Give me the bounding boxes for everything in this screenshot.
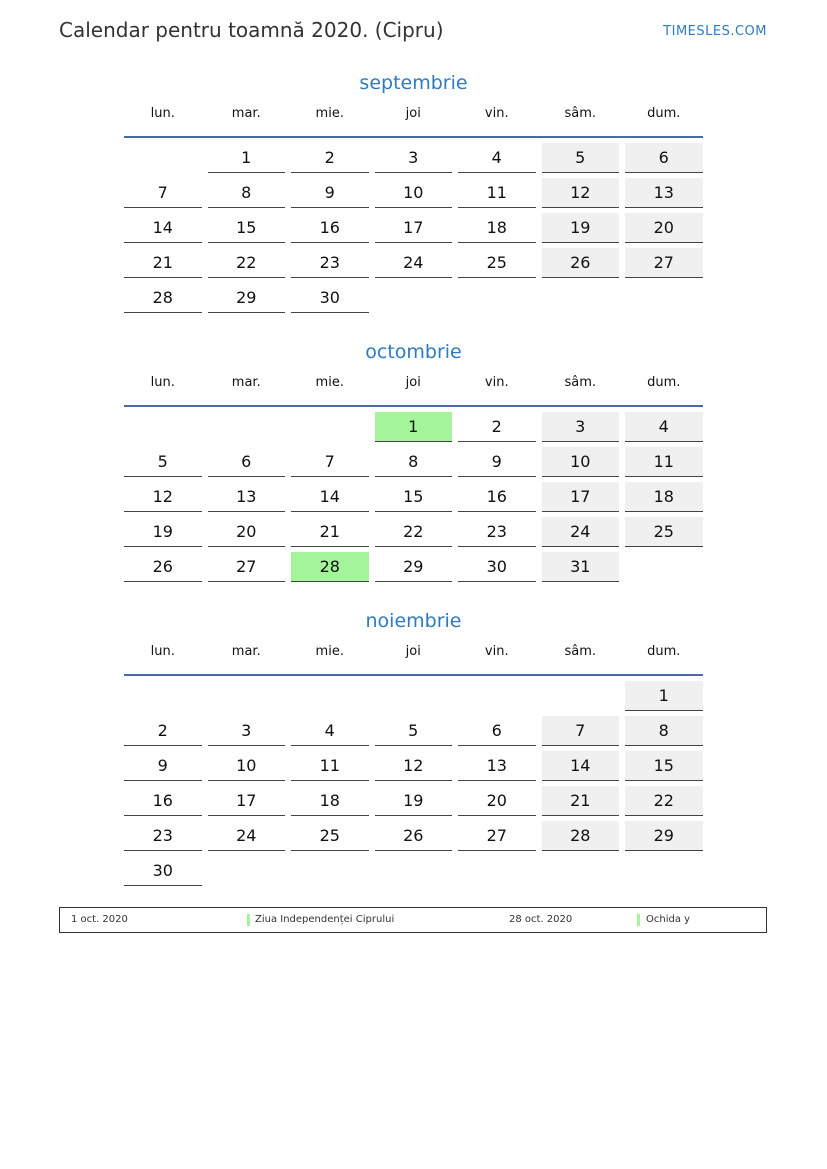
site-link[interactable]: TIMESLES.COM — [663, 24, 767, 39]
weekday-label: lun. — [150, 106, 175, 121]
day-cell: 7 — [542, 716, 620, 746]
day-cell: 19 — [375, 786, 453, 816]
day-cell: 15 — [375, 482, 453, 512]
month-title: octombrie — [365, 341, 462, 363]
holiday-legend — [59, 907, 767, 933]
day-cell: 30 — [124, 856, 202, 886]
day-grid — [124, 143, 703, 313]
day-cell: 10 — [375, 178, 453, 208]
day-cell: 16 — [291, 213, 369, 243]
month-septembrie — [124, 70, 703, 313]
day-cell: 11 — [625, 447, 703, 477]
legend-date-2: 28 oct. 2020 — [509, 914, 573, 925]
day-cell: 5 — [542, 143, 620, 173]
weekday-label: joi — [405, 106, 421, 121]
day-cell: 11 — [458, 178, 536, 208]
weekday-header — [124, 102, 703, 138]
empty-cell — [124, 412, 202, 442]
day-cell: 13 — [208, 482, 286, 512]
weekday-label: sâm. — [564, 106, 597, 121]
empty-cell — [208, 412, 286, 442]
legend-name-2: Ochida y — [646, 914, 691, 925]
day-cell: 2 — [124, 716, 202, 746]
day-cell: 12 — [375, 751, 453, 781]
day-cell: 1 — [208, 143, 286, 173]
day-cell: 14 — [542, 751, 620, 781]
day-cell: 15 — [208, 213, 286, 243]
day-cell: 4 — [291, 716, 369, 746]
month-title: noiembrie — [365, 610, 462, 632]
day-cell: 21 — [291, 517, 369, 547]
day-cell: 31 — [542, 552, 620, 582]
day-cell: 18 — [291, 786, 369, 816]
day-cell: 24 — [208, 821, 286, 851]
empty-cell — [124, 681, 202, 711]
month-noiembrie — [124, 608, 703, 886]
weekday-label: joi — [405, 375, 421, 390]
empty-cell — [458, 681, 536, 711]
day-cell: 12 — [124, 482, 202, 512]
day-cell: 10 — [208, 751, 286, 781]
day-cell: 12 — [542, 178, 620, 208]
day-cell: 22 — [208, 248, 286, 278]
legend-name-1: Ziua Independenței Ciprului — [255, 914, 395, 925]
weekday-label: vin. — [484, 375, 509, 390]
legend-date-1: 1 oct. 2020 — [71, 914, 128, 925]
weekday-label: dum. — [647, 106, 681, 121]
day-cell: 5 — [375, 716, 453, 746]
day-cell: 25 — [458, 248, 536, 278]
day-cell: 10 — [542, 447, 620, 477]
day-cell: 20 — [625, 213, 703, 243]
day-cell: 26 — [542, 248, 620, 278]
weekday-label: vin. — [484, 106, 509, 121]
day-cell: 21 — [542, 786, 620, 816]
day-cell: 6 — [208, 447, 286, 477]
page-title: Calendar pentru toamnă 2020. (Cipru) — [59, 18, 444, 42]
day-cell: 16 — [458, 482, 536, 512]
day-cell: 23 — [124, 821, 202, 851]
day-cell: 27 — [458, 821, 536, 851]
day-cell: 27 — [625, 248, 703, 278]
day-cell: 15 — [625, 751, 703, 781]
day-cell: 27 — [208, 552, 286, 582]
legend-color-2 — [637, 914, 640, 926]
weekday-label: sâm. — [564, 375, 597, 390]
day-cell: 3 — [208, 716, 286, 746]
empty-cell — [124, 143, 202, 173]
empty-cell — [542, 681, 620, 711]
weekday-label: mie. — [315, 644, 344, 659]
day-cell: 19 — [124, 517, 202, 547]
day-cell: 9 — [458, 447, 536, 477]
weekday-label: mar. — [231, 375, 261, 390]
day-cell: 13 — [458, 751, 536, 781]
day-cell: 22 — [375, 517, 453, 547]
holiday-day-cell: 1 — [375, 412, 453, 442]
day-cell: 4 — [458, 143, 536, 173]
holiday-day-cell: 28 — [291, 552, 369, 582]
day-cell: 22 — [625, 786, 703, 816]
day-cell: 9 — [124, 751, 202, 781]
day-cell: 24 — [375, 248, 453, 278]
day-cell: 19 — [542, 213, 620, 243]
weekday-label: lun. — [150, 375, 175, 390]
day-cell: 4 — [625, 412, 703, 442]
weekday-label: dum. — [647, 375, 681, 390]
weekday-label: mie. — [315, 375, 344, 390]
day-cell: 6 — [625, 143, 703, 173]
weekday-header — [124, 640, 703, 676]
day-cell: 28 — [542, 821, 620, 851]
day-cell: 26 — [124, 552, 202, 582]
day-cell: 23 — [291, 248, 369, 278]
day-cell: 23 — [458, 517, 536, 547]
day-cell: 17 — [542, 482, 620, 512]
empty-cell — [291, 681, 369, 711]
day-cell: 28 — [124, 283, 202, 313]
day-cell: 9 — [291, 178, 369, 208]
day-cell: 1 — [625, 681, 703, 711]
day-cell: 17 — [375, 213, 453, 243]
day-cell: 14 — [124, 213, 202, 243]
day-cell: 11 — [291, 751, 369, 781]
day-cell: 25 — [625, 517, 703, 547]
day-cell: 17 — [208, 786, 286, 816]
day-cell: 3 — [375, 143, 453, 173]
day-cell: 18 — [625, 482, 703, 512]
day-cell: 2 — [291, 143, 369, 173]
day-cell: 2 — [458, 412, 536, 442]
empty-cell — [291, 412, 369, 442]
day-cell: 20 — [208, 517, 286, 547]
day-cell: 3 — [542, 412, 620, 442]
month-title: septembrie — [359, 72, 468, 94]
weekday-label: mar. — [231, 106, 261, 121]
month-octombrie — [124, 339, 703, 582]
day-cell: 29 — [625, 821, 703, 851]
day-cell: 8 — [208, 178, 286, 208]
day-cell: 29 — [375, 552, 453, 582]
day-cell: 5 — [124, 447, 202, 477]
empty-cell — [375, 681, 453, 711]
weekday-label: joi — [405, 644, 421, 659]
day-cell: 8 — [375, 447, 453, 477]
day-cell: 16 — [124, 786, 202, 816]
day-cell: 30 — [458, 552, 536, 582]
day-cell: 30 — [291, 283, 369, 313]
day-cell: 13 — [625, 178, 703, 208]
day-cell: 7 — [291, 447, 369, 477]
weekday-label: dum. — [647, 644, 681, 659]
weekday-header — [124, 371, 703, 407]
day-cell: 20 — [458, 786, 536, 816]
weekday-label: mar. — [231, 644, 261, 659]
day-cell: 26 — [375, 821, 453, 851]
weekday-label: vin. — [484, 644, 509, 659]
day-cell: 29 — [208, 283, 286, 313]
weekday-label: sâm. — [564, 644, 597, 659]
day-cell: 18 — [458, 213, 536, 243]
day-cell: 7 — [124, 178, 202, 208]
day-cell: 14 — [291, 482, 369, 512]
day-cell: 8 — [625, 716, 703, 746]
weekday-label: mie. — [315, 106, 344, 121]
empty-cell — [208, 681, 286, 711]
day-cell: 21 — [124, 248, 202, 278]
day-cell: 24 — [542, 517, 620, 547]
day-grid — [124, 681, 703, 886]
legend-color-1 — [247, 914, 250, 926]
day-cell: 25 — [291, 821, 369, 851]
weekday-label: lun. — [150, 644, 175, 659]
day-grid — [124, 412, 703, 582]
day-cell: 6 — [458, 716, 536, 746]
